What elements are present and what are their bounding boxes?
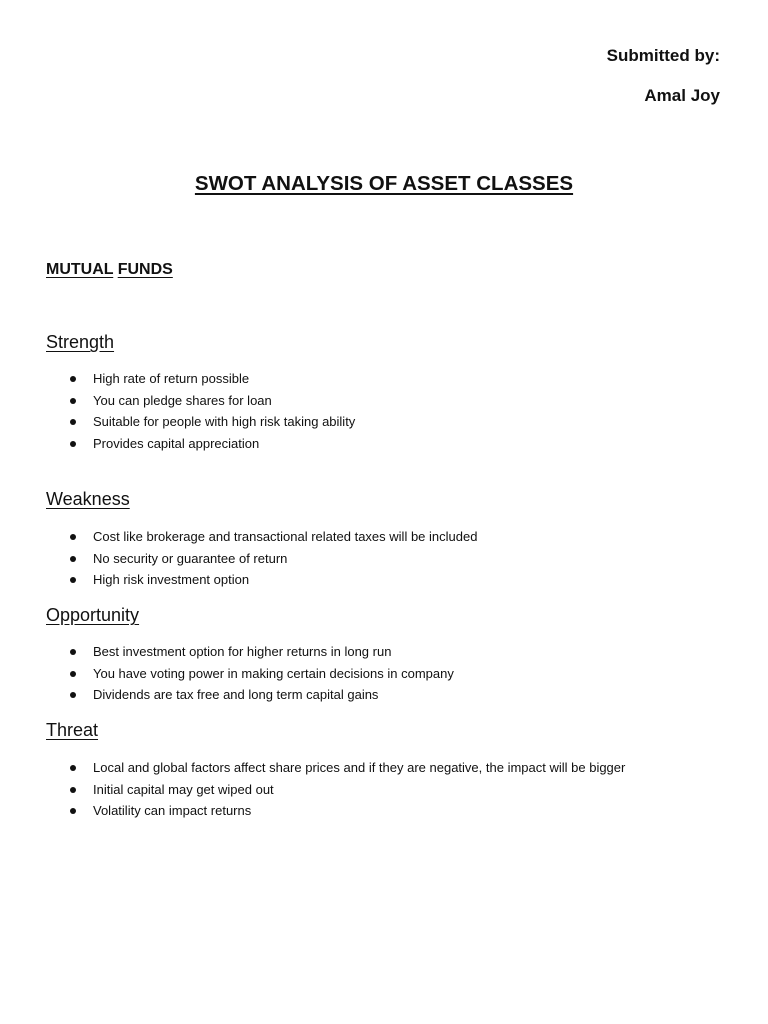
list-item-text: High risk investment option bbox=[93, 572, 250, 587]
document-title-text: SWOT ANALYSIS OF ASSET CLASSES bbox=[194, 172, 574, 195]
bullet-icon bbox=[70, 376, 76, 382]
list-item-text: Local and global factors affect share prices and if they are negative, the impact will be bigger bbox=[93, 760, 626, 775]
list-item bbox=[0, 641, 768, 663]
weakness-heading: Weakness bbox=[46, 489, 130, 509]
list-item-text: Cost like brokerage and transactional related taxes will be included bbox=[93, 529, 478, 544]
list-item bbox=[0, 800, 768, 822]
list-item bbox=[0, 548, 768, 570]
bullet-icon bbox=[70, 534, 76, 540]
bullet-icon bbox=[70, 692, 76, 698]
bullet-icon bbox=[70, 808, 76, 814]
opportunity-heading: Opportunity bbox=[46, 605, 140, 625]
section-heading-word-1: MUTUAL bbox=[46, 261, 114, 278]
list-item-text: Provides capital appreciation bbox=[93, 435, 260, 451]
bullet-icon bbox=[70, 419, 76, 425]
section-heading-mutual-funds bbox=[46, 261, 173, 279]
weakness-list bbox=[0, 526, 768, 591]
list-item-text: You can pledge shares for loan bbox=[93, 392, 272, 408]
bullet-icon bbox=[70, 556, 76, 562]
strength-heading: Strength bbox=[46, 332, 115, 352]
list-item bbox=[0, 368, 768, 390]
list-item bbox=[0, 779, 768, 801]
list-item-text: Initial capital may get wiped out bbox=[93, 781, 274, 797]
bullet-icon bbox=[70, 787, 76, 793]
list-item-text: High rate of return possible bbox=[93, 371, 250, 386]
strength-list bbox=[0, 368, 768, 454]
list-item bbox=[0, 526, 768, 548]
bullet-icon bbox=[70, 671, 76, 677]
list-item bbox=[0, 569, 768, 591]
author-name: Amal Joy bbox=[644, 86, 720, 105]
threat-list bbox=[0, 757, 768, 822]
list-item-text: Volatility can impact returns bbox=[93, 803, 252, 818]
list-item bbox=[0, 684, 768, 706]
list-item bbox=[0, 433, 768, 455]
bullet-icon bbox=[70, 441, 76, 447]
list-item-text: Best investment option for higher returns in long run bbox=[93, 644, 392, 659]
bullet-icon bbox=[70, 765, 76, 771]
list-item bbox=[0, 663, 768, 685]
section-heading-word-2: FUNDS bbox=[117, 261, 173, 278]
list-item-text: No security or guarantee of return bbox=[93, 550, 288, 566]
list-item-text: Suitable for people with high risk taking ability bbox=[93, 414, 356, 429]
list-item bbox=[0, 757, 768, 779]
list-item bbox=[0, 411, 768, 433]
bullet-icon bbox=[70, 649, 76, 655]
document-title bbox=[0, 172, 768, 196]
submitted-by-label: Submitted by: bbox=[606, 46, 720, 65]
bullet-icon bbox=[70, 577, 76, 583]
threat-heading: Threat bbox=[46, 720, 99, 740]
list-item-text: You have voting power in making certain decisions in company bbox=[93, 665, 454, 681]
opportunity-list bbox=[0, 641, 768, 706]
bullet-icon bbox=[70, 398, 76, 404]
list-item bbox=[0, 390, 768, 412]
list-item-text: Dividends are tax free and long term capital gains bbox=[93, 687, 379, 702]
